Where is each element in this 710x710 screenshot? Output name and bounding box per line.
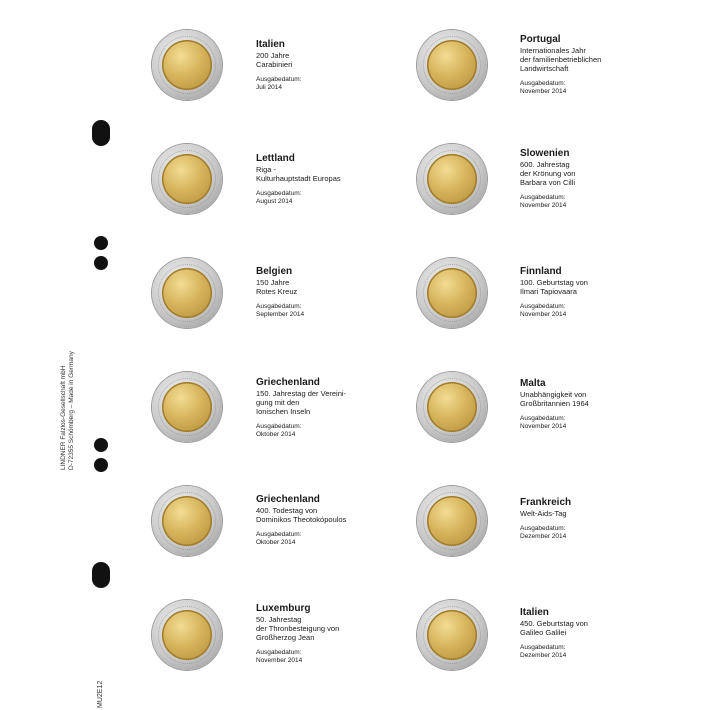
issue-date-label: Ausgabedatum: — [256, 423, 302, 430]
coin-country: Luxemburg — [256, 603, 311, 614]
issue-date: Dezember 2014 — [520, 652, 567, 659]
coin-description: 50. Jahrestag der Thronbesteigung von Großherzog Jean — [256, 615, 340, 642]
coin-country: Finnland — [520, 266, 562, 277]
coin-country: Griechenland — [256, 377, 320, 388]
coin-description: 100. Geburtstag von Ilmari Tapiovaara — [520, 278, 588, 296]
issue-date: September 2014 — [256, 311, 305, 318]
issue-date-label: Ausgabedatum: — [520, 644, 566, 651]
issue-date-label: Ausgabedatum: — [256, 190, 302, 197]
coin-image — [152, 486, 222, 556]
coin-image — [417, 30, 487, 100]
coin-image — [152, 372, 222, 442]
manufacturer-imprint — [60, 351, 76, 470]
issue-date-label: Ausgabedatum: — [520, 303, 566, 310]
coin-country: Slowenien — [520, 148, 570, 159]
coin-description: 150. Jahrestag der Vereini- gung mit den Ionischen Inseln — [256, 389, 347, 416]
binder-hole — [94, 438, 108, 452]
manufacturer-name: LINDNER Falzlos-Gesellschaft mbH — [60, 365, 67, 470]
coin-description: Riga - Kulturhauptstadt Europas — [256, 165, 341, 183]
issue-date: Oktober 2014 — [256, 539, 296, 546]
binder-hole — [94, 458, 108, 472]
issue-date: November 2014 — [256, 657, 303, 664]
coin-image — [152, 144, 222, 214]
binder-slot-bottom — [92, 562, 110, 588]
issue-date-label: Ausgabedatum: — [520, 415, 566, 422]
coin-description: 200 Jahre Carabinieri — [256, 51, 293, 69]
issue-date-label: Ausgabedatum: — [256, 531, 302, 538]
coin-image — [152, 30, 222, 100]
coin-image — [152, 258, 222, 328]
coin-image — [417, 258, 487, 328]
coin-description: Welt-Aids-Tag — [520, 509, 567, 518]
issue-date-label: Ausgabedatum: — [520, 525, 566, 532]
issue-date: November 2014 — [520, 311, 567, 318]
issue-date: November 2014 — [520, 423, 567, 430]
coin-description: 450. Geburtstag von Galileo Galilei — [520, 619, 588, 637]
coin-description: 600. Jahrestag der Krönung von Barbara von Cilli — [520, 160, 576, 187]
coin-country: Griechenland — [256, 494, 320, 505]
issue-date: Juli 2014 — [256, 84, 283, 91]
issue-date-label: Ausgabedatum: — [256, 303, 302, 310]
binder-hole — [94, 236, 108, 250]
coin-image — [417, 372, 487, 442]
issue-date-label: Ausgabedatum: — [256, 649, 302, 656]
coin-image — [417, 486, 487, 556]
coin-country: Frankreich — [520, 497, 572, 508]
coin-description: 400. Todestag von Dominikos Theotokópoulos — [256, 506, 347, 524]
coin-image — [152, 600, 222, 670]
coin-country: Belgien — [256, 266, 293, 277]
issue-date: November 2014 — [520, 88, 567, 95]
issue-date-label: Ausgabedatum: — [520, 194, 566, 201]
coin-image — [417, 600, 487, 670]
issue-date: Dezember 2014 — [520, 533, 567, 540]
binder-slot-top — [92, 120, 110, 146]
coin-description: Unabhängigkeit von Großbritannien 1964 — [520, 390, 589, 408]
coin-country: Italien — [520, 607, 549, 618]
coin-image — [417, 144, 487, 214]
coin-country: Malta — [520, 378, 546, 389]
coin-country: Italien — [256, 39, 285, 50]
binder-hole — [94, 256, 108, 270]
issue-date-label: Ausgabedatum: — [256, 76, 302, 83]
issue-date: August 2014 — [256, 198, 293, 205]
page-code: MU2E12 — [97, 680, 104, 708]
coin-country: Portugal — [520, 34, 561, 45]
issue-date-label: Ausgabedatum: — [520, 80, 566, 87]
issue-date: Oktober 2014 — [256, 431, 296, 438]
coin-description: 150 Jahre Rotes Kreuz — [256, 278, 298, 296]
issue-date: November 2014 — [520, 202, 567, 209]
coin-description: Internationales Jahr der familienbetrieblichen Landwirtschaft — [520, 46, 602, 73]
coin-country: Lettland — [256, 153, 295, 164]
manufacturer-address: D-72355 Schömberg – Made in Germany — [68, 351, 75, 470]
